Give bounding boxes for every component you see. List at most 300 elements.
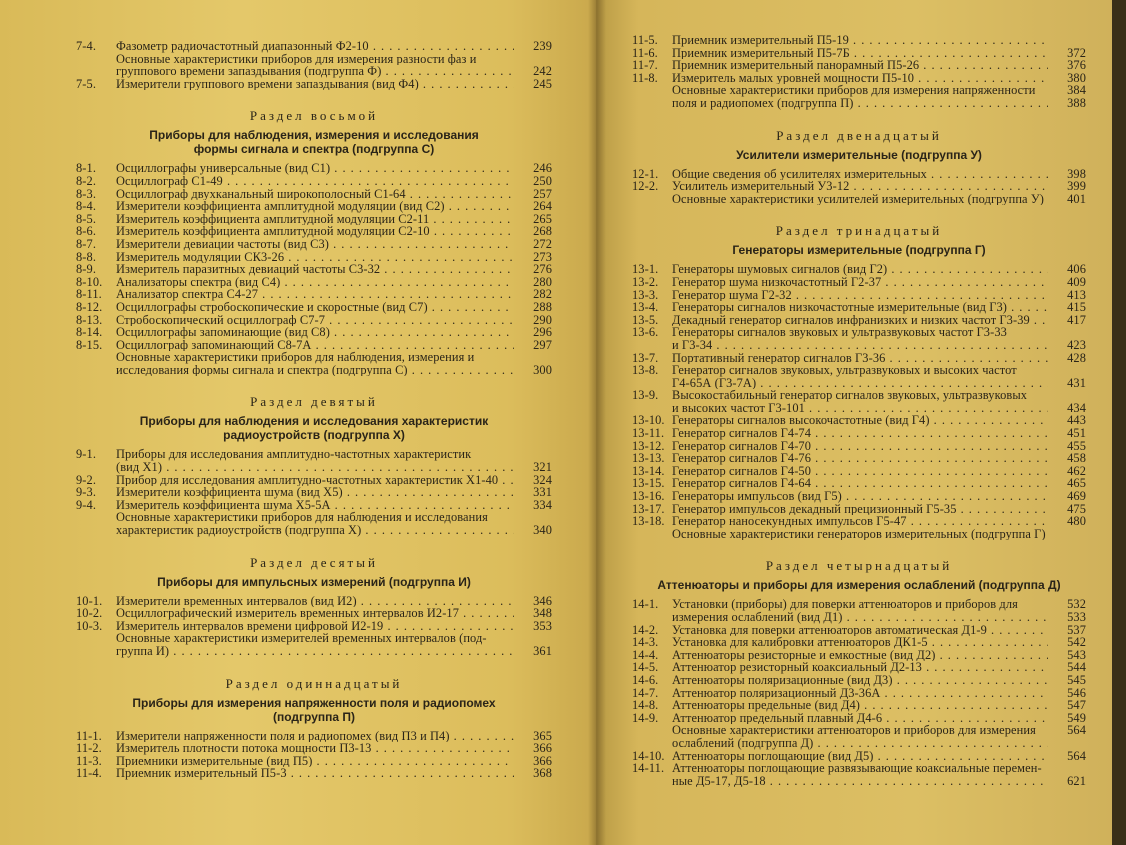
toc-entry-title: Аттенюаторы предельные (вид Д4) . . . (672, 699, 1048, 712)
toc-entry (76, 755, 552, 768)
section-14-heading: Раздел четырнадцатый (765, 558, 953, 574)
toc-entry-number: 14-3. (632, 635, 659, 650)
toc-entry-number: 14-10. (632, 748, 665, 763)
toc-entry-title: Осциллограф двухканальный широкополосный С1-64 . . . (116, 188, 514, 201)
toc-entry-number: 11-2. (76, 741, 102, 756)
toc-entry-title: Измерители девиации частоты (вид С3) . . . (116, 238, 514, 251)
toc-entry (632, 687, 1086, 700)
toc-entry-title: Генератор шума низкочастотный Г2-37 . . . (672, 276, 1048, 289)
toc-entry (76, 486, 552, 499)
toc-entry (76, 200, 552, 213)
toc-entry-number: 7-4. (76, 39, 97, 53)
toc-entry-number: 13-8. (632, 363, 659, 378)
toc-entry-title: Измеритель коэффициента амплитудной модуляции С2-10 . . . (116, 225, 514, 238)
toc-entry-page: 423 (1067, 337, 1086, 352)
toc-entry-number: 9-1. (76, 447, 97, 462)
toc-entry-number: 11-4. (76, 766, 102, 781)
toc-entry (632, 598, 1086, 611)
toc-entry-title: Генератор наносекундных импульсов Г5-47 . . . (672, 515, 1048, 528)
toc-entry-number: 8-7. (76, 236, 97, 251)
toc-entry-number: 8-14. (76, 325, 103, 340)
section-8-subtitle: Приборы для наблюдения, измерения и исследования формы сигнала и спектра (подгруппа С) (149, 128, 479, 157)
toc-entry-title: поля и радиопомех (подгруппа П) . . . (672, 97, 1048, 110)
toc-entry-title: ные Д5-17, Д5-18 . . . (672, 775, 1048, 788)
toc-entry-page: 428 (1067, 350, 1086, 365)
toc-entry-number: 14-11. (632, 761, 665, 776)
top-entries-left (76, 40, 552, 90)
toc-entry-title: Генератор сигналов Г4-50 . . . (672, 465, 1048, 478)
section-10-subtitle: Приборы для импульсных измерений (подгруппа И) (157, 574, 471, 589)
toc-entry-page: 409 (1067, 274, 1086, 289)
section-13-heading: Раздел тринадцатый (775, 223, 943, 239)
toc-entry (632, 636, 1086, 649)
toc-entry-title: характеристик радиоустройств (подгруппа Х) . . . (116, 524, 514, 537)
toc-entry (76, 53, 552, 66)
toc-entry (632, 528, 1086, 541)
toc-entry (632, 737, 1086, 750)
toc-entry-title: Измеритель коэффициента амплитудной модуляции С2-11 . . . (116, 213, 514, 226)
toc-entry-title: Аттенюатор резисторный коаксиальный Д2-13 . . . (672, 661, 1048, 674)
toc-entry-number: 12-1. (632, 166, 659, 181)
toc-entry (76, 175, 552, 188)
toc-entry (76, 524, 552, 537)
toc-entry (76, 251, 552, 264)
toc-entry-title: Общие сведения об усилителях измерительных . . . (672, 168, 1048, 181)
toc-entry-title: Приемник измерительный панорамный П5-26 . . . (672, 59, 1048, 72)
toc-entry-title: и Г3-34 . . . (672, 339, 1048, 352)
toc-entry-number: 14-5. (632, 660, 659, 675)
toc-entry-page: 280 (533, 274, 552, 289)
section-13-entries (632, 263, 1086, 540)
toc-entry-page: 451 (1067, 426, 1086, 441)
toc-entry-title: Генераторы шумовых сигналов (вид Г2) . . . (672, 263, 1048, 276)
toc-entry (632, 699, 1086, 712)
toc-entry-title: Портативный генератор сигналов Г3-36 . . . (672, 352, 1048, 365)
toc-entry-title: Прибор для исследования амплитудно-частотных характеристик Х1-40 . . . (116, 474, 514, 487)
toc-entry (76, 213, 552, 226)
toc-entry-title: Анализатор спектра С4-27 . . . (116, 288, 514, 301)
toc-entry-title: Приемник измерительный П5-19 . . . (672, 34, 1048, 47)
toc-entry-page: 353 (533, 618, 552, 633)
toc-entry-title: Измеритель модуляции СК3-26 . . . (116, 251, 514, 264)
toc-entry-page: 443 (1067, 413, 1086, 428)
toc-entry-page: 564 (1067, 723, 1086, 738)
toc-entry-number: 13-7. (632, 350, 659, 365)
toc-entry-number: 13-12. (632, 438, 665, 453)
toc-entry-title: Стробоскопический осциллограф С7-7 . . . (116, 314, 514, 327)
toc-entry-number: 8-8. (76, 249, 97, 264)
toc-entry-number: 8-11. (76, 287, 102, 302)
section-13-subtitle: Генераторы измерительные (подгруппа Г) (732, 243, 986, 258)
toc-entry-number: 14-2. (632, 622, 659, 637)
toc-entry-page: 268 (533, 224, 552, 239)
toc-entry-number: 12-2. (632, 179, 659, 194)
toc-entry-title: Аттенюаторы поглощающие (вид Д5) . . . (672, 750, 1048, 763)
toc-entry-title: Аттенюаторы поляризационные (вид Д3) . . . (672, 674, 1048, 687)
toc-entry (76, 351, 552, 364)
toc-entry-title: Осциллографы стробоскопические и скоростные (вид С7) . . . (116, 301, 514, 314)
toc-entry (632, 314, 1086, 327)
toc-entry-page: 324 (533, 472, 552, 487)
toc-entry (632, 490, 1086, 503)
toc-entry-page: 415 (1067, 300, 1086, 315)
toc-entry-title: Усилитель измерительный У3-12 . . . (672, 180, 1048, 193)
toc-entry (76, 499, 552, 512)
toc-entry-number: 10-2. (76, 606, 103, 621)
section-9-subtitle: Приборы для наблюдения и исследования характеристик радиоустройств (подгруппа Х) (139, 414, 489, 443)
toc-entry-title: группового времени запаздывания (подгруппа Ф) . . . (116, 65, 514, 78)
toc-entry (76, 620, 552, 633)
toc-entry-number: 8-9. (76, 262, 97, 277)
toc-entry-title: Основные характеристики приборов для наблюдения, измерения и (116, 351, 475, 364)
toc-entry (632, 775, 1086, 788)
toc-entry-page: 417 (1067, 312, 1086, 327)
toc-entry (632, 326, 1086, 339)
toc-entry (632, 289, 1086, 302)
toc-entry (76, 767, 552, 780)
toc-entry-page: 282 (533, 287, 552, 302)
toc-entry-title: Генераторы сигналов звуковых и ультразвуковых частот Г3-33 (672, 326, 1007, 339)
toc-entry (632, 649, 1086, 662)
toc-entry-page: 401 (1067, 191, 1086, 206)
toc-entry-page: 366 (533, 741, 552, 756)
toc-entry-page: 549 (1067, 710, 1086, 725)
toc-entry-page: 564 (1067, 748, 1086, 763)
toc-entry-title: Основные характеристики приборов для измерения напряженности (672, 84, 1036, 97)
toc-entry-title: Осциллографы универсальные (вид С1) . . . (116, 162, 514, 175)
toc-entry-page: 372 (1067, 45, 1086, 60)
toc-entry-title: Осциллограф С1-49 . . . (116, 175, 514, 188)
toc-entry-number: 8-5. (76, 211, 97, 226)
toc-entry-number: 13-14. (632, 463, 665, 478)
toc-entry-number: 13-13. (632, 451, 665, 466)
toc-entry (632, 72, 1086, 85)
toc-entry-page: 321 (533, 460, 552, 475)
toc-entry-page: 272 (533, 236, 552, 251)
toc-entry-title: Измерители коэффициента шума (вид Х5) . . . (116, 486, 514, 499)
toc-entry-title: исследования формы сигнала и спектра (подгруппа С) . . . (116, 364, 514, 377)
toc-entry (76, 188, 552, 201)
toc-entry-number: 8-3. (76, 186, 97, 201)
toc-entry-number: 13-1. (632, 262, 659, 277)
toc-entry (632, 750, 1086, 763)
toc-entry-page: 547 (1067, 698, 1086, 713)
toc-entry-page: 532 (1067, 597, 1086, 612)
toc-entry-number: 13-6. (632, 325, 659, 340)
toc-entry (76, 632, 552, 645)
toc-entry-title: Основные характеристики приборов для наблюдения и исследования (116, 511, 488, 525)
toc-entry (76, 301, 552, 314)
toc-entry-title: Генератор импульсов декадный прецизионный Г5-35 . . . (672, 503, 1048, 516)
toc-entry-title: Измеритель паразитных девиаций частоты С3-32 . . . (116, 263, 514, 276)
toc-entry (632, 59, 1086, 72)
toc-entry (632, 674, 1086, 687)
toc-entry-number: 13-10. (632, 413, 665, 428)
toc-entry-title: Высокостабильный генератор сигналов звуковых, ультразвуковых (672, 389, 1028, 402)
toc-entry-page: 376 (1067, 58, 1086, 73)
toc-entry-title: Осциллографы запоминающие (вид С8) . . . (116, 326, 514, 339)
toc-entry-title: Основные характеристики аттенюаторов и приборов для измерения (672, 724, 1036, 737)
section-10-entries (76, 595, 552, 658)
toc-entry-page: 544 (1067, 660, 1086, 675)
toc-entry-page: 346 (533, 593, 552, 608)
section-9-heading: Раздел девятый (250, 394, 378, 410)
toc-entry (76, 645, 552, 658)
toc-entry (632, 47, 1086, 60)
toc-entry-number: 14-7. (632, 685, 659, 700)
section-11-subtitle: Приборы для измерения напряженности поля и радиопомех (подгруппа П) (132, 695, 496, 724)
toc-entry-title: измерения ослаблений (вид Д1) . . . (672, 611, 1048, 624)
toc-entry-page: 455 (1067, 438, 1086, 453)
toc-entry-title: и высоких частот Г3-101 . . . (672, 402, 1048, 415)
toc-entry (632, 477, 1086, 490)
toc-entry-page: 365 (533, 728, 552, 743)
toc-entry-title: Генераторы сигналов низкочастотные измерительные (вид Г3) . . . (672, 301, 1048, 314)
toc-entry (632, 465, 1086, 478)
toc-entry-title: Измерители группового времени запаздывания (вид Ф4) . . . (116, 78, 514, 91)
toc-entry-title: Анализаторы спектра (вид С4) . . . (116, 276, 514, 289)
toc-entry-title: Генератор сигналов Г4-70 . . . (672, 440, 1048, 453)
toc-entry (632, 427, 1086, 440)
toc-entry (76, 314, 552, 327)
toc-entry (632, 611, 1086, 624)
toc-entry-page: 366 (533, 753, 552, 768)
toc-entry-title: Измеритель коэффициента шума Х5-5А . . . (116, 499, 514, 512)
toc-entry-page: 239 (533, 39, 552, 53)
toc-entry (632, 762, 1086, 775)
toc-entry-title: Основные характеристики усилителей измерительных (подгруппа У) . . . (672, 193, 1048, 206)
toc-entry-title: Измеритель интервалов времени цифровой И2-19 . . . (116, 620, 514, 633)
toc-entry-title: Установки (приборы) для поверки аттенюаторов и приборов для (672, 598, 1018, 611)
toc-entry-number: 9-2. (76, 472, 97, 487)
toc-entry-number: 13-9. (632, 388, 659, 403)
toc-entry-page: 242 (533, 64, 552, 79)
toc-entry-page: 250 (533, 173, 552, 188)
right-page (596, 0, 1126, 845)
toc-entry (632, 339, 1086, 352)
toc-entry-page: 265 (533, 211, 552, 226)
toc-entry-number: 13-17. (632, 501, 665, 516)
toc-entry-page: 290 (533, 312, 552, 327)
toc-entry-number: 13-2. (632, 274, 659, 289)
toc-entry-title: Аттенюатор поляризационный Д3-36А . . . (672, 687, 1048, 700)
toc-entry-title: Приемник измерительный П5-3 . . . (116, 767, 514, 780)
toc-entry (76, 276, 552, 289)
toc-entry-page: 537 (1067, 622, 1086, 637)
toc-entry-number: 8-13. (76, 312, 103, 327)
toc-entry (632, 414, 1086, 427)
toc-entry-title: Основные характеристики приборов для измерения разности фаз и (116, 52, 477, 66)
toc-entry-title: ослаблений (подгруппа Д) . . . (672, 737, 1048, 750)
toc-entry (632, 624, 1086, 637)
toc-entry-title: Осциллографический измеритель временных интервалов И2-17 . . . (116, 607, 514, 620)
toc-entry-title: Измеритель плотности потока мощности П3-13 . . . (116, 742, 514, 755)
toc-entry (76, 162, 552, 175)
toc-entry-page: 413 (1067, 287, 1086, 302)
toc-entry (632, 503, 1086, 516)
toc-entry-page: 398 (1067, 166, 1086, 181)
toc-entry-page: 361 (533, 644, 552, 658)
toc-entry-title: Г4-65А (Г3-7А) . . . (672, 377, 1048, 390)
toc-entry-page: 245 (533, 76, 552, 91)
toc-entry (632, 712, 1086, 725)
toc-entry (76, 461, 552, 474)
toc-entry-page: 334 (533, 497, 552, 512)
toc-entry (632, 452, 1086, 465)
toc-entry-number: 13-5. (632, 312, 659, 327)
toc-entry-page: 380 (1067, 70, 1086, 85)
toc-entry-number: 10-3. (76, 618, 103, 633)
toc-entry-number: 7-5. (76, 76, 97, 91)
toc-entry-title: Генератор сигналов Г4-76 . . . (672, 452, 1048, 465)
toc-entry-page: 348 (533, 606, 552, 621)
toc-entry (632, 364, 1086, 377)
toc-entry-number: 14-1. (632, 597, 659, 612)
toc-entry (632, 168, 1086, 181)
toc-entry (76, 65, 552, 78)
toc-entry (76, 730, 552, 743)
toc-entry (632, 515, 1086, 528)
toc-entry-number: 11-1. (76, 728, 102, 743)
section-10-heading: Раздел десятый (250, 554, 378, 570)
toc-entry (76, 364, 552, 377)
toc-entry-number: 14-9. (632, 710, 659, 725)
toc-entry-page: 475 (1067, 501, 1086, 516)
toc-entry-title: Генератор сигналов звуковых, ультразвуковых и высоких частот (672, 364, 1017, 377)
section-14-entries (632, 598, 1086, 787)
toc-entry-page: 545 (1067, 672, 1086, 687)
toc-entry-page: 399 (1067, 179, 1086, 194)
toc-entry-title: Генератор шума Г2-32 . . . (672, 289, 1048, 302)
toc-entry-title: Установка для поверки аттенюаторов автоматическая Д1-9 . . . (672, 624, 1048, 637)
toc-entry (76, 40, 552, 53)
toc-entry-number: 13-11. (632, 426, 665, 441)
toc-entry-page: 296 (533, 325, 552, 340)
toc-entry-number: 8-10. (76, 274, 103, 289)
toc-entry-number: 11-3. (76, 753, 102, 768)
toc-entry-title: Измерители напряженности поля и радиопомех (вид П3 и П4) . . . (116, 730, 514, 743)
toc-entry-title: (вид Х1) . . . (116, 461, 514, 474)
toc-entry-page: 388 (1067, 95, 1086, 110)
toc-entry (76, 78, 552, 91)
toc-entry-page: 273 (533, 249, 552, 264)
toc-entry-number: 9-4. (76, 497, 97, 512)
toc-entry-page: 546 (1067, 685, 1086, 700)
toc-entry-number: 8-12. (76, 299, 103, 314)
toc-entry (632, 352, 1086, 365)
section-11-entries (76, 730, 552, 780)
toc-entry (76, 595, 552, 608)
toc-entry (632, 440, 1086, 453)
toc-entry-number: 13-18. (632, 514, 665, 529)
toc-entry-page: 297 (533, 337, 552, 352)
section-8-heading: Раздел восьмой (249, 108, 379, 124)
toc-entry-page: 431 (1067, 375, 1086, 390)
toc-entry-number: 9-3. (76, 485, 97, 500)
toc-entry-page: 480 (1067, 514, 1086, 529)
toc-entry-page: 406 (1067, 262, 1086, 277)
toc-entry (632, 661, 1086, 674)
toc-entry-page: 465 (1067, 476, 1086, 491)
toc-entry (76, 742, 552, 755)
toc-entry (632, 276, 1086, 289)
toc-entry-title: Измерители коэффициента амплитудной модуляции (вид С2) . . . (116, 200, 514, 213)
toc-entry-number: 13-15. (632, 476, 665, 491)
toc-entry-title: Измеритель малых уровней мощности П5-10 . . . (672, 72, 1048, 85)
toc-entry (76, 339, 552, 352)
toc-entry (632, 97, 1086, 110)
toc-entry (632, 180, 1086, 193)
toc-entry-number: 8-2. (76, 173, 97, 188)
toc-entry (76, 263, 552, 276)
toc-entry-title: Осциллограф запоминающий С8-7А . . . (116, 339, 514, 352)
toc-entry-title: Генераторы сигналов высокочастотные (вид Г4) . . . (672, 414, 1048, 427)
toc-entry (76, 474, 552, 487)
toc-entry-title: Приемник измерительный П5-7Б . . . (672, 47, 1048, 60)
toc-entry-title: Фазометр радиочастотный диапазонный Ф2-10 . . . (116, 40, 514, 53)
toc-entry-title: Приемники измерительные (вид П5) . . . (116, 755, 514, 768)
toc-entry-number: 11-6. (632, 45, 658, 60)
toc-entry-page: 300 (533, 362, 552, 377)
toc-entry-page: 257 (533, 186, 552, 201)
toc-entry-number: 10-1. (76, 593, 103, 608)
section-12-entries (632, 168, 1086, 206)
top-entries-right (632, 34, 1086, 110)
toc-entry (76, 326, 552, 339)
toc-entry (632, 34, 1086, 47)
toc-entry (76, 607, 552, 620)
toc-entry-page: 276 (533, 262, 552, 277)
section-14-subtitle: Аттенюаторы и приборы для измерения ослаблений (подгруппа Д) (657, 578, 1061, 593)
toc-entry-page: 331 (533, 485, 552, 500)
toc-entry-title: Генераторы импульсов (вид Г5) . . . (672, 490, 1048, 503)
toc-entry-title: Основные характеристики генераторов измерительных (подгруппа Г) . . . (672, 528, 1048, 541)
toc-entry-title: Измерители временных интервалов (вид И2) . . . (116, 595, 514, 608)
toc-entry-page: 543 (1067, 647, 1086, 662)
toc-entry-number: 14-6. (632, 672, 659, 687)
toc-entry-title: Аттенюаторы поглощающие развязывающие коаксиальные перемен- (672, 762, 1042, 775)
toc-entry-number: 8-1. (76, 161, 97, 176)
toc-entry-title: Установка для калибровки аттенюаторов ДК1-5 . . . (672, 636, 1048, 649)
toc-entry (632, 377, 1086, 390)
toc-entry (632, 301, 1086, 314)
toc-entry (76, 448, 552, 461)
toc-entry-title: группа И) . . . (116, 645, 514, 658)
toc-entry-page: 469 (1067, 489, 1086, 504)
toc-entry-page: 368 (533, 766, 552, 781)
toc-entry-page: 533 (1067, 610, 1086, 624)
section-12-subtitle: Усилители измерительные (подгруппа У) (736, 147, 982, 162)
section-8-entries (76, 162, 552, 376)
toc-entry-title: Основные характеристики измерителей временных интервалов (под- (116, 632, 487, 645)
toc-entry-page: 434 (1067, 400, 1086, 415)
toc-entry-page: 621 (1067, 773, 1086, 788)
toc-entry (76, 238, 552, 251)
toc-entry (632, 193, 1086, 206)
toc-entry (632, 263, 1086, 276)
toc-entry-page: 340 (533, 523, 552, 538)
toc-entry-title: Генератор сигналов Г4-64 . . . (672, 477, 1048, 490)
toc-entry-number: 8-6. (76, 224, 97, 239)
toc-entry-number: 8-4. (76, 199, 97, 214)
toc-entry-number: 14-8. (632, 698, 659, 713)
section-11-heading: Раздел одиннадцатый (225, 675, 403, 691)
toc-entry-title: Декадный генератор сигналов инфранизких и низких частот Г3-39 . . . (672, 314, 1048, 327)
toc-entry-page: 246 (533, 161, 552, 176)
toc-entry-number: 13-3. (632, 287, 659, 302)
section-9-entries (76, 448, 552, 536)
toc-entry (632, 724, 1086, 737)
